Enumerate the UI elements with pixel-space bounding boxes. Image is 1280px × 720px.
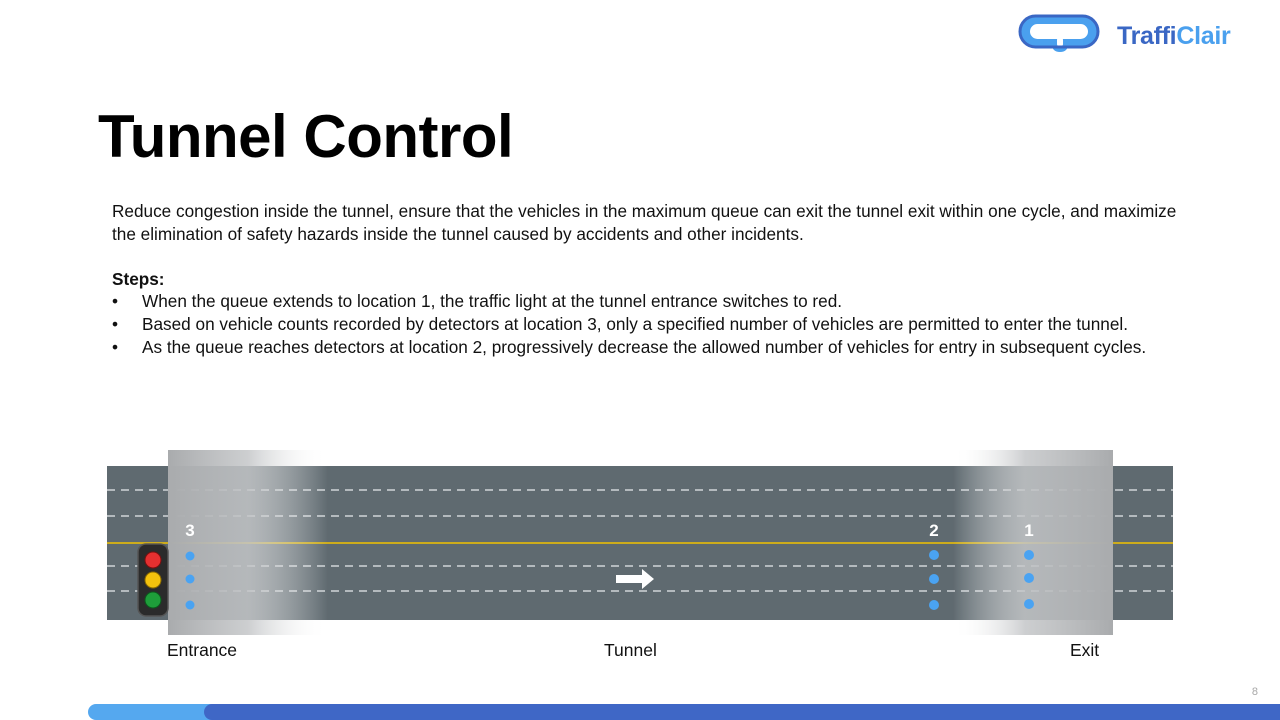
footer-accent-dark [204, 704, 1280, 720]
location-3-label: 3 [185, 521, 195, 540]
steps-list [112, 290, 1202, 358]
intro-paragraph: Reduce congestion inside the tunnel, ensure that the vehicles in the maximum queue can exit the tunnel exit within one cycle, and maximize the elimination of safety hazards inside the tunnel caused by accidents and other incidents. [112, 201, 1177, 244]
speech-bubble-logo-icon [1018, 14, 1102, 54]
steps-heading: Steps: [112, 268, 165, 289]
exit-label: Exit [1070, 640, 1100, 660]
brand-name-part1: Traffi [1117, 22, 1177, 50]
brand-name [1117, 22, 1230, 51]
green-light [145, 592, 161, 608]
tunnel-diagram [107, 450, 1173, 640]
footer-accent-bar [88, 704, 1280, 720]
slide-title: Tunnel Control [98, 103, 514, 170]
detector-dot [186, 552, 195, 561]
detector-dot [1024, 550, 1034, 560]
traffic-light-icon [138, 544, 168, 616]
step-item: • When the queue extends to location 1, the traffic light at the tunnel entrance switches to red. [112, 290, 1202, 313]
detector-dot [929, 600, 939, 610]
detector-dot [929, 574, 939, 584]
step-item: • Based on vehicle counts recorded by detectors at location 3, only a specified number of vehicles are permitted to enter the tunnel. [112, 313, 1202, 336]
entrance-label: Entrance [167, 640, 238, 660]
detector-dot [929, 550, 939, 560]
detector-dot [1024, 573, 1034, 583]
tunnel-exit-portal [953, 450, 1113, 635]
yellow-light [145, 572, 161, 588]
location-1-label: 1 [1024, 521, 1034, 540]
red-light [145, 552, 161, 568]
brand-name-part2: Clair [1176, 22, 1231, 50]
trafficlair-logo [1018, 14, 1258, 58]
slide-body [112, 200, 1202, 358]
detector-dot [1024, 599, 1034, 609]
detector-dot [186, 575, 195, 584]
location-2-label: 2 [929, 521, 939, 540]
page-number: 8 [1251, 686, 1258, 698]
tunnel-label: Tunnel [604, 640, 657, 660]
detector-dot [186, 601, 195, 610]
step-item: • As the queue reaches detectors at location 2, progressively decrease the allowed number of vehicles for entry in subsequent cycles. [112, 336, 1202, 359]
